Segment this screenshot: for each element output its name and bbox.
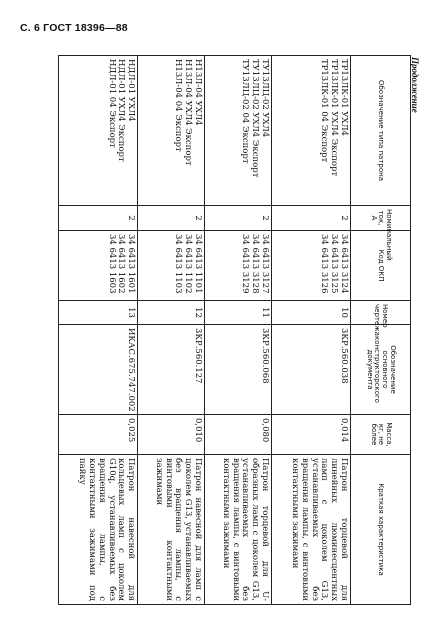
okp-line: 34 6413 3125 (329, 234, 340, 294)
cell-drawing: 13 (59, 301, 138, 325)
header-amp: Номинальный ток, А (351, 206, 411, 231)
table-row (205, 56, 272, 605)
cell-mass: 0,010 (138, 415, 205, 455)
cell-okp (59, 231, 138, 301)
cell-okp (271, 231, 350, 301)
cell-type (205, 56, 272, 206)
header-mass: Масса, кг, не более (351, 415, 411, 455)
type-line: ТУ13ЛЦ-02 УХЛ4 (259, 59, 270, 138)
okp-line: 34 6413 1102 (183, 234, 194, 294)
cell-char: Патрон навесной для ламп с цоколем G13, устанавливаемых без вращения лампы, с винтовыми контактными зажимами (138, 455, 205, 605)
page-header: С. 6 ГОСТ 18396—88 (20, 22, 128, 34)
spec-table (58, 55, 411, 605)
okp-line: 34 6413 1103 (173, 234, 184, 294)
cell-amp: 2 (59, 206, 138, 231)
okp-line: 34 6413 1601 (126, 234, 137, 294)
table-wrapper (58, 55, 411, 604)
okp-line: 34 6413 3128 (250, 234, 261, 294)
type-line: Н13Л-04 04 Экспорт (173, 59, 184, 152)
table-row (138, 56, 205, 605)
table-row (59, 56, 138, 605)
okp-line: 34 6413 1603 (106, 234, 117, 294)
cell-mass: 0,025 (59, 415, 138, 455)
cell-amp: 2 (138, 206, 205, 231)
continuation-label: Продолжение (410, 57, 420, 113)
type-line: Н13Л-04 УХЛ4 (193, 59, 204, 126)
type-line: НДЛ-01 УХЛ4 Экспорт (116, 59, 127, 162)
type-line: ТР13ЛК-01 УХЛ4 Экспорт (329, 59, 340, 177)
header-drawing: Номер чертежа (351, 301, 411, 325)
type-line: ТР13ЛК-01 04 Экспорт (319, 59, 330, 163)
okp-line: 34 6413 3126 (319, 234, 330, 294)
okp-line: 34 6413 1101 (193, 234, 204, 294)
header-okp: Код ОКП (351, 231, 411, 301)
type-line: Н13Л-04 УХЛ4 Экспорт (183, 59, 194, 166)
cell-mass: 0,080 (205, 415, 272, 455)
type-line: ТУ13ЛЦ-02 04 Экспорт (240, 59, 251, 164)
table-row (271, 56, 350, 605)
okp-line: 34 6413 3129 (240, 234, 251, 294)
okp-line: 34 6413 3124 (339, 234, 349, 294)
okp-line: 34 6413 1602 (116, 234, 127, 294)
cell-doc: 3КР.560.038 (271, 325, 350, 415)
cell-doc: 3КР.560.127 (138, 325, 205, 415)
cell-drawing: 10 (271, 301, 350, 325)
type-line: ТР13ЛК-01 УХЛ4 (339, 59, 349, 136)
table-header-row (351, 56, 411, 605)
cell-mass: 0,014 (271, 415, 350, 455)
cell-drawing: 11 (205, 301, 272, 325)
cell-type (138, 56, 205, 206)
cell-amp: 2 (271, 206, 350, 231)
cell-char: Патрон навесной для кольцевых ламп с цоколем G10q, устанавливаемых без вращения лампы, с контактными зажимами под пайку (59, 455, 138, 605)
cell-doc: ИКАС.675.747.002 (59, 325, 138, 415)
type-line: ТУ13ЛЦ-02 УХЛ4 Экспорт (250, 59, 261, 178)
header-char: Краткая характеристика (351, 455, 411, 605)
type-line: НДЛ-01 04 Экспорт (106, 59, 117, 148)
cell-okp (138, 231, 205, 301)
cell-doc: 3КР.560.068 (205, 325, 272, 415)
cell-char: Патрон торцевой для U-образных ламп с цоколем G13, устанавливаемых без вращения лампы, с винтовыми контактными зажимами (205, 455, 272, 605)
okp-line: 34 6413 3127 (259, 234, 270, 294)
cell-type (59, 56, 138, 206)
cell-amp: 2 (205, 206, 272, 231)
header-type: Обозначение типа патрона (351, 56, 411, 206)
header-doc: Обозначение основного конструкторского документа (351, 325, 411, 415)
cell-char: Патрон торцевой для линейных люминесцентных ламп с цоколем G13, устанавливаемых без вращения лампы, с винтовыми контактными зажимами (271, 455, 350, 605)
cell-type (271, 56, 350, 206)
cell-drawing: 12 (138, 301, 205, 325)
cell-okp (205, 231, 272, 301)
type-line: НДЛ-01 УХЛ4 (126, 59, 137, 122)
